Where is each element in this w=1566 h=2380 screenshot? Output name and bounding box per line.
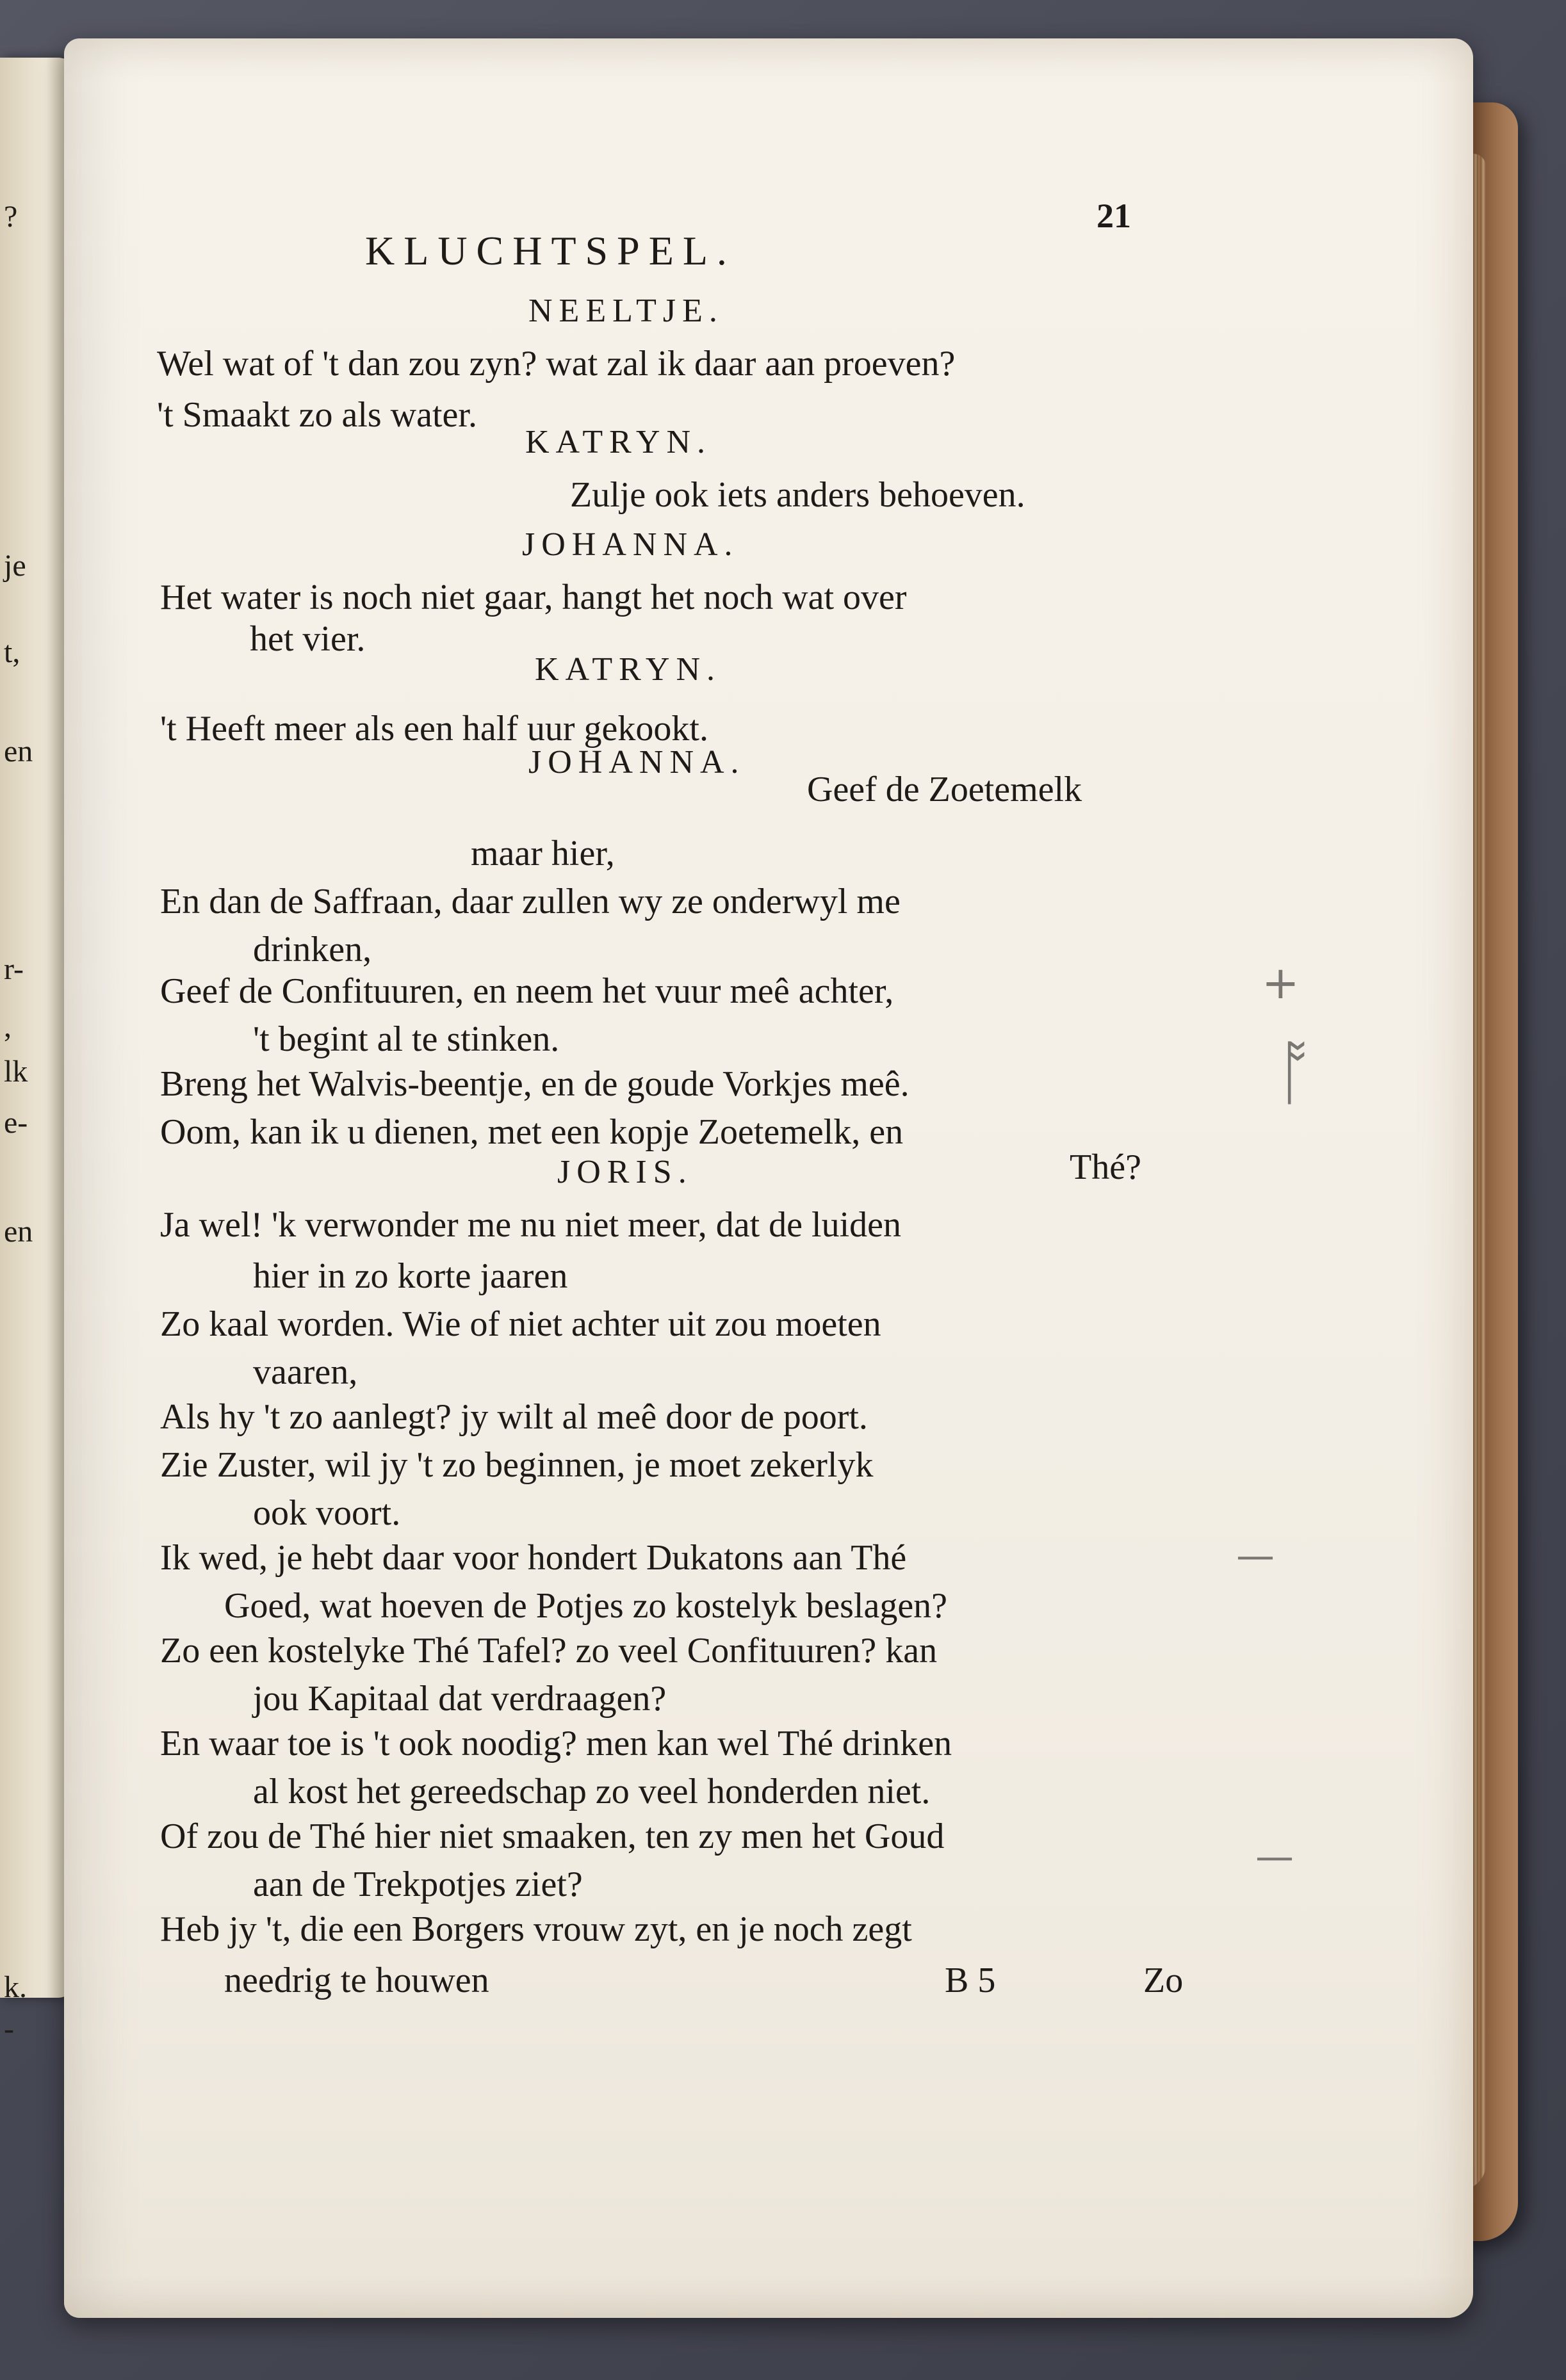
verse-line: ook voort. xyxy=(253,1493,401,1533)
pencil-mark-figure: ᚩ xyxy=(1275,1032,1317,1113)
verse-line: Oom, kan ik u dienen, met een kopje Zoetemelk, en xyxy=(160,1112,904,1152)
verse-line: Het water is noch niet gaar, hangt het noch wat over xyxy=(160,578,907,617)
verse-line: Geef de Confituuren, en neem het vuur meê achter, xyxy=(160,971,894,1011)
verse-line: Thé? xyxy=(1070,1147,1141,1187)
verse-line: het vier. xyxy=(250,619,366,659)
speaker-heading: NEELTJE. xyxy=(528,293,724,329)
left-page-fragment: je xyxy=(4,549,26,583)
left-page-fragment: ? xyxy=(4,200,18,234)
book-page xyxy=(64,38,1473,2318)
speaker-heading: JOHANNA. xyxy=(528,744,746,781)
verse-line: Zo kaal worden. Wie of niet achter uit zou moeten xyxy=(160,1304,881,1344)
left-page-fragment: e- xyxy=(4,1106,28,1140)
left-page-fragment: lk xyxy=(4,1055,28,1089)
verse-line: Breng het Walvis-beentje, en de goude Vorkjes meê. xyxy=(160,1064,909,1104)
verse-line: Geef de Zoetemelk xyxy=(807,770,1082,809)
left-page-fragment: en xyxy=(4,1215,33,1249)
verse-line: maar hier, xyxy=(471,834,615,873)
verse-line: Of zou de Thé hier niet smaaken, ten zy men het Goud xyxy=(160,1817,945,1856)
pencil-mark-dash: — xyxy=(1255,1834,1294,1879)
verse-line: Zo een kostelyke Thé Tafel? zo veel Confituuren? kan xyxy=(160,1631,938,1671)
left-page-fragment: k. xyxy=(4,1970,27,2004)
verse-line: aan de Trekpotjes ziet? xyxy=(253,1865,583,1904)
left-page-fragment: , xyxy=(4,1010,12,1044)
pencil-mark-cross: + xyxy=(1262,957,1300,1009)
verse-line: Ja wel! 'k verwonder me nu niet meer, dat de luiden xyxy=(160,1205,901,1245)
verse-line: hier in zo korte jaaren xyxy=(253,1256,568,1296)
speaker-heading: JORIS. xyxy=(557,1154,693,1190)
page-number: 21 xyxy=(1097,197,1131,235)
speaker-heading: JOHANNA. xyxy=(522,526,739,563)
verse-line: vaaren, xyxy=(253,1352,358,1392)
verse-line: 't Heeft meer als een half uur gekookt. xyxy=(160,709,708,749)
verse-line: 't Smaakt zo als water. xyxy=(157,395,477,435)
left-page-fragment: - xyxy=(4,2012,14,2046)
verse-line: Zulje ook iets anders behoeven. xyxy=(570,475,1025,515)
verse-line: Wel wat of 't dan zou zyn? wat zal ik daar aan proeven? xyxy=(157,344,956,384)
signature-mark: B 5 xyxy=(945,1961,996,2000)
verse-line: needrig te houwen xyxy=(224,1961,489,2000)
verse-line: Heb jy 't, die een Borgers vrouw zyt, en je noch zegt xyxy=(160,1909,912,1949)
catchword: Zo xyxy=(1143,1961,1184,2000)
verse-line: Zie Zuster, wil jy 't zo beginnen, je moet zekerlyk xyxy=(160,1445,874,1485)
verse-line: En dan de Saffraan, daar zullen wy ze onderwyl me xyxy=(160,882,901,921)
pencil-mark-dash: — xyxy=(1236,1534,1275,1578)
speaker-heading: KATRYN. xyxy=(525,424,712,460)
verse-line: Ik wed, je hebt daar voor hondert Dukatons aan Thé xyxy=(160,1538,907,1578)
running-head: KLUCHTSPEL. xyxy=(365,228,736,273)
speaker-heading: KATRYN. xyxy=(535,651,722,688)
left-page-fragment: t, xyxy=(4,635,20,669)
verse-line: Als hy 't zo aanlegt? jy wilt al meê door de poort. xyxy=(160,1397,868,1437)
verse-line: jou Kapitaal dat verdraagen? xyxy=(253,1679,667,1719)
left-page-fragment: r- xyxy=(4,952,24,986)
verse-line: Goed, wat hoeven de Potjes zo kostelyk beslagen? xyxy=(224,1586,948,1626)
verse-line: En waar toe is 't ook noodig? men kan wel Thé drinken xyxy=(160,1724,952,1763)
left-page-fragment: en xyxy=(4,734,33,768)
verse-line: 't begint al te stinken. xyxy=(253,1019,560,1059)
verse-line: drinken, xyxy=(253,930,372,969)
verse-line: al kost het gereedschap zo veel honderden niet. xyxy=(253,1772,931,1811)
